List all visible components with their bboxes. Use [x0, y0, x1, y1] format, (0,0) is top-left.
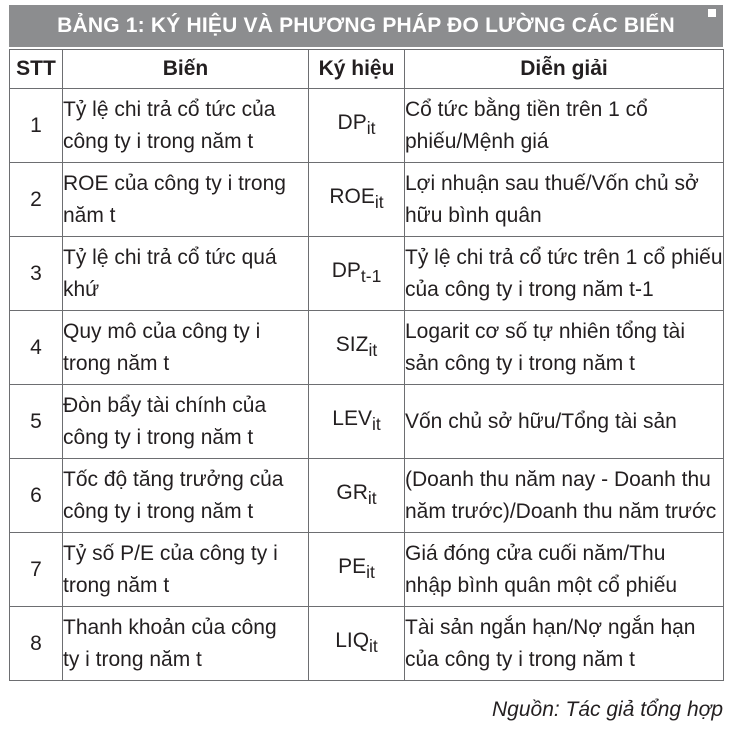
description-line: Logarit cơ số tự nhiên tổng tài [405, 319, 685, 343]
row-symbol [309, 237, 405, 311]
table-row [10, 89, 724, 163]
symbol-subscript: it [367, 488, 377, 509]
variable-line: Tốc độ tăng trưởng của [63, 467, 284, 491]
row-stt: 5 [10, 385, 63, 459]
row-variable [63, 385, 309, 459]
description-line: của công ty i trong năm t [405, 647, 635, 671]
row-variable [63, 311, 309, 385]
variable-line: trong năm t [63, 573, 170, 597]
symbol-main: SIZ [335, 332, 369, 356]
row-stt: 1 [10, 89, 63, 163]
variable-line: Tỷ số P/E của công ty i [63, 541, 278, 565]
symbol-main: DP [331, 258, 361, 282]
table-title: BẢNG 1: KÝ HIỆU VÀ PHƯƠNG PHÁP ĐO LƯỜNG CÁC BIẾN [57, 14, 675, 37]
table-row [10, 163, 724, 237]
symbol-subscript: it [371, 414, 381, 435]
row-description [405, 89, 724, 163]
symbol-main: ROE [329, 184, 375, 208]
symbol-subscript: it [368, 340, 378, 361]
symbol-subscript: t-1 [360, 266, 382, 287]
row-symbol [309, 459, 405, 533]
symbol-subscript: it [369, 636, 378, 657]
description-line: Giá đóng cửa cuối năm/Thu [405, 541, 666, 565]
description-line: Tài sản ngắn hạn/Nợ ngắn hạn [405, 615, 696, 639]
row-symbol [309, 311, 405, 385]
row-stt: 6 [10, 459, 63, 533]
header-kyhieu: Ký hiệu [309, 50, 405, 89]
description-line: hữu bình quân [405, 203, 542, 227]
description-line: Lợi nhuận sau thuế/Vốn chủ sở [405, 171, 699, 195]
source-note: Nguồn: Tác giả tổng hợp [491, 698, 723, 721]
row-symbol [309, 533, 405, 607]
row-variable [63, 607, 309, 681]
row-stt: 8 [10, 607, 63, 681]
row-variable [63, 163, 309, 237]
row-description [405, 163, 724, 237]
header-row [10, 50, 724, 89]
row-variable [63, 533, 309, 607]
row-symbol [309, 89, 405, 163]
row-variable [63, 237, 309, 311]
variable-line: công ty i trong năm t [63, 499, 254, 523]
table-title-bar [9, 5, 723, 47]
description-line: nhập bình quân một cổ phiếu [405, 573, 678, 597]
header-stt: STT [10, 50, 63, 89]
variable-line: công ty i trong năm t [63, 129, 254, 153]
description-line: sản công ty i trong năm t [405, 351, 635, 375]
table-row [10, 311, 724, 385]
description-line: Tỷ lệ chi trả cổ tức trên 1 cổ phiếu [405, 245, 723, 269]
symbol-subscript: it [366, 562, 375, 583]
row-symbol [309, 163, 405, 237]
symbol-main: PE [338, 554, 367, 578]
row-stt: 4 [10, 311, 63, 385]
variable-line: Tỷ lệ chi trả cổ tức quá [63, 245, 277, 269]
corner-mark [708, 9, 716, 17]
description-line: của công ty i trong năm t-1 [405, 277, 654, 301]
row-description [405, 311, 724, 385]
symbol-main: LEV [332, 406, 372, 430]
row-symbol [309, 607, 405, 681]
row-description [405, 385, 724, 459]
variable-line: Quy mô của công ty i [63, 319, 261, 343]
variable-line: ty i trong năm t [63, 647, 202, 671]
description-line: năm trước)/Doanh thu năm trước [405, 499, 717, 523]
table-row [10, 237, 724, 311]
row-description [405, 237, 724, 311]
row-stt: 7 [10, 533, 63, 607]
symbol-main: DP [337, 110, 367, 134]
symbol-subscript: it [366, 118, 376, 139]
variables-table [9, 49, 724, 681]
variable-line: năm t [63, 203, 116, 227]
row-symbol [309, 385, 405, 459]
variable-line: khứ [63, 277, 100, 301]
description-line: phiếu/Mệnh giá [405, 129, 549, 153]
variable-line: Thanh khoản của công [63, 615, 277, 639]
header-bien: Biến [63, 50, 309, 89]
description-line: Vốn chủ sở hữu/Tổng tài sản [405, 409, 677, 433]
row-stt: 2 [10, 163, 63, 237]
table-row [10, 385, 724, 459]
table-row [10, 459, 724, 533]
symbol-main: LIQ [335, 628, 370, 652]
row-variable [63, 459, 309, 533]
header-diengiai: Diễn giải [405, 50, 724, 89]
description-line: Cổ tức bằng tiền trên 1 cổ [405, 97, 648, 121]
table-row [10, 533, 724, 607]
description-line: (Doanh thu năm nay - Doanh thu [405, 467, 711, 491]
variable-line: trong năm t [63, 351, 170, 375]
variable-line: công ty i trong năm t [63, 425, 254, 449]
table-row [10, 607, 724, 681]
symbol-main: GR [336, 480, 368, 504]
row-description [405, 459, 724, 533]
variable-line: ROE của công ty i trong [63, 171, 286, 195]
row-description [405, 607, 724, 681]
variable-line: Đòn bẩy tài chính của [63, 393, 267, 417]
symbol-subscript: it [374, 192, 384, 213]
row-stt: 3 [10, 237, 63, 311]
row-variable [63, 89, 309, 163]
row-description [405, 533, 724, 607]
variable-line: Tỷ lệ chi trả cổ tức của [63, 97, 276, 121]
